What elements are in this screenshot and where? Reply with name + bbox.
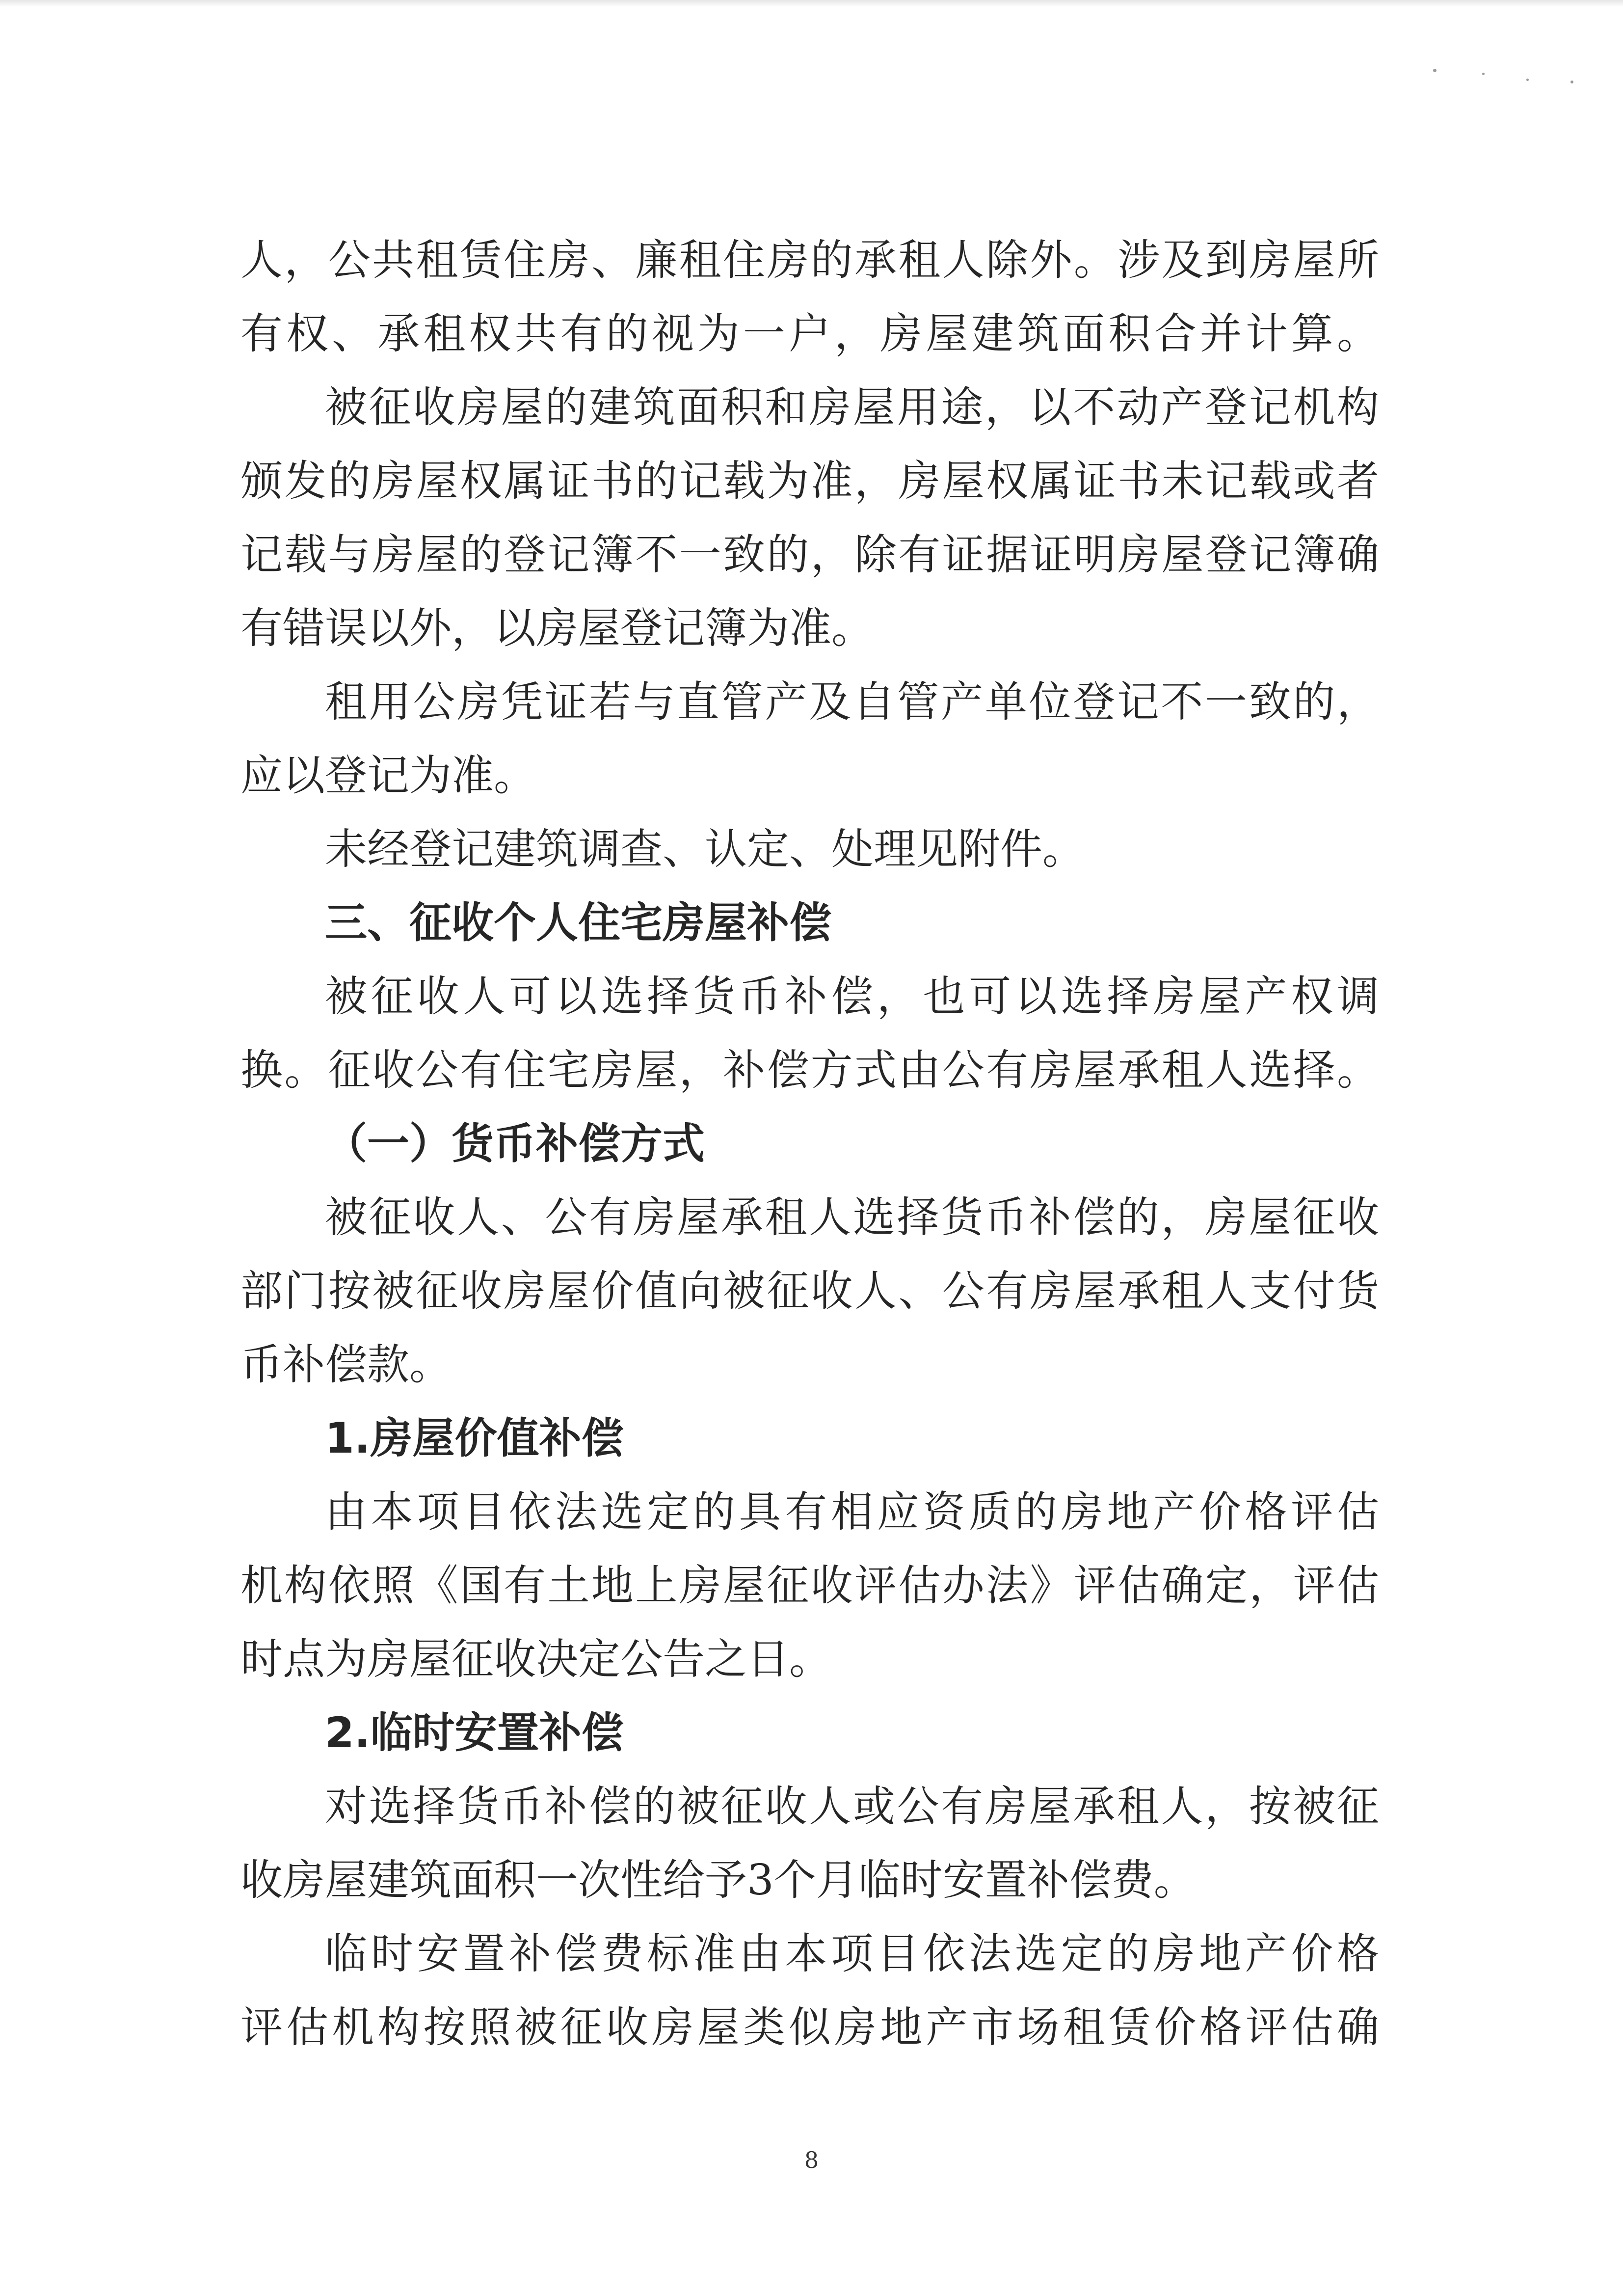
body-line: 时点为房屋征收决定公告之日。	[240, 1635, 831, 1684]
body-line: 部门按被征收房屋价值向被征收人、公有房屋承租人支付货	[240, 1267, 1379, 1316]
body-line: 有错误以外，以房屋登记簿为准。	[240, 604, 874, 653]
scan-top-edge	[0, 0, 1623, 7]
subsection-heading: （一）货币补偿方式	[325, 1119, 705, 1168]
item-heading: 1.房屋价值补偿	[325, 1414, 624, 1463]
body-line: 收房屋建筑面积一次性给予3个月临时安置补偿费。	[240, 1856, 1196, 1905]
body-line: 租用公房凭证若与直管产及自管产单位登记不一致的，	[325, 677, 1379, 727]
body-line: 评估机构按照被征收房屋类似房地产市场租赁价格评估确	[240, 2003, 1379, 2052]
body-line: 未经登记建筑调查、认定、处理见附件。	[325, 825, 1085, 874]
body-line: 临时安置补偿费标准由本项目依法选定的房地产价格	[325, 1929, 1379, 1978]
item-heading: 2.临时安置补偿	[325, 1708, 624, 1757]
body-line: 被征收房屋的建筑面积和房屋用途，以不动产登记机构	[325, 383, 1379, 432]
body-line: 换。征收公有住宅房屋，补偿方式由公有房屋承租人选择。	[240, 1046, 1379, 1095]
body-line: 由本项目依法选定的具有相应资质的房地产价格评估	[325, 1487, 1379, 1537]
body-line: 人，公共租赁住房、廉租住房的承租人除外。涉及到房屋所	[240, 236, 1379, 285]
page-number: 8	[804, 2147, 819, 2173]
scan-speck	[1482, 73, 1485, 75]
body-line: 对选择货币补偿的被征收人或公有房屋承租人，按被征	[325, 1782, 1379, 1831]
body-line: 有权、承租权共有的视为一户，房屋建筑面积合并计算。	[240, 309, 1379, 358]
body-line: 被征收人可以选择货币补偿，也可以选择房屋产权调	[325, 972, 1379, 1021]
scan-specks	[1423, 64, 1585, 93]
section-heading: 三、征收个人住宅房屋补偿	[325, 898, 831, 947]
body-line: 应以登记为准。	[240, 751, 536, 800]
scan-speck	[1526, 79, 1529, 81]
body-line: 币补偿款。	[240, 1340, 452, 1389]
body-line: 机构依照《国有土地上房屋征收评估办法》评估确定，评估	[240, 1561, 1379, 1610]
body-line: 颁发的房屋权属证书的记载为准，房屋权属证书未记载或者	[240, 457, 1379, 506]
body-line: 记载与房屋的登记簿不一致的，除有证据证明房屋登记簿确	[240, 530, 1379, 579]
scan-speck	[1433, 69, 1437, 72]
body-line: 被征收人、公有房屋承租人选择货币补偿的，房屋征收	[325, 1193, 1379, 1242]
scan-speck	[1570, 81, 1573, 83]
